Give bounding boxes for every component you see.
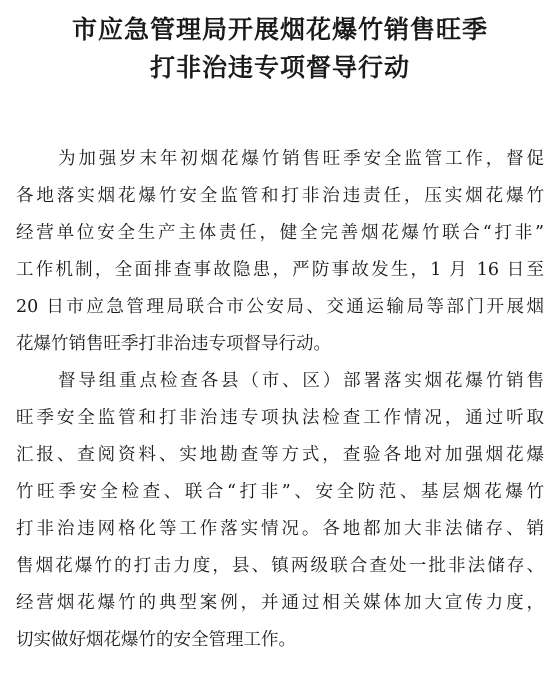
paragraph-line: 旺季安全监管和打非治违专项执法检查工作情况，通过听取: [16, 408, 544, 428]
paragraph-line: 汇报、查阅资料、实地勘查等方式，查验各地对加强烟花爆: [16, 445, 544, 465]
headline-line-1: 市应急管理局开展烟花爆竹销售旺季: [71, 15, 488, 44]
paragraph-line: 经营烟花爆竹的典型案例，并通过相关媒体加大宣传力度，: [16, 593, 544, 613]
headline-line-2: 打非治违专项督导行动: [149, 53, 410, 82]
paragraph-line: 打非治违网格化等工作落实情况。各地都加大非法储存、销: [16, 519, 544, 539]
paragraph-line: 督导组重点检查各县（市、区）部署落实烟花爆竹销售: [58, 371, 544, 391]
paragraph-line: 花爆竹销售旺季打非治违专项督导行动。: [16, 334, 331, 354]
paragraph-line: 售烟花爆竹的打击力度，县、镇两级联合查处一批非法储存、: [16, 556, 544, 576]
paragraph-line: 为加强岁末年初烟花爆竹销售旺季安全监管工作，督促: [58, 149, 544, 169]
paragraph-line: 切实做好烟花爆竹的安全管理工作。: [16, 630, 296, 650]
paragraph-line: 20 日市应急管理局联合市公安局、交通运输局等部门开展烟: [16, 297, 544, 317]
paragraph-line: 工作机制，全面排查事故隐患，严防事故发生，1 月 16 日至: [16, 260, 544, 280]
paragraph-line: 各地落实烟花爆竹安全监管和打非治违责任，压实烟花爆竹: [16, 186, 544, 206]
paragraph-line: 经营单位安全生产主体责任，健全完善烟花爆竹联合“打非”: [16, 223, 544, 243]
paragraph-line: 竹旺季安全检查、联合“打非”、安全防范、基层烟花爆竹: [16, 482, 544, 502]
